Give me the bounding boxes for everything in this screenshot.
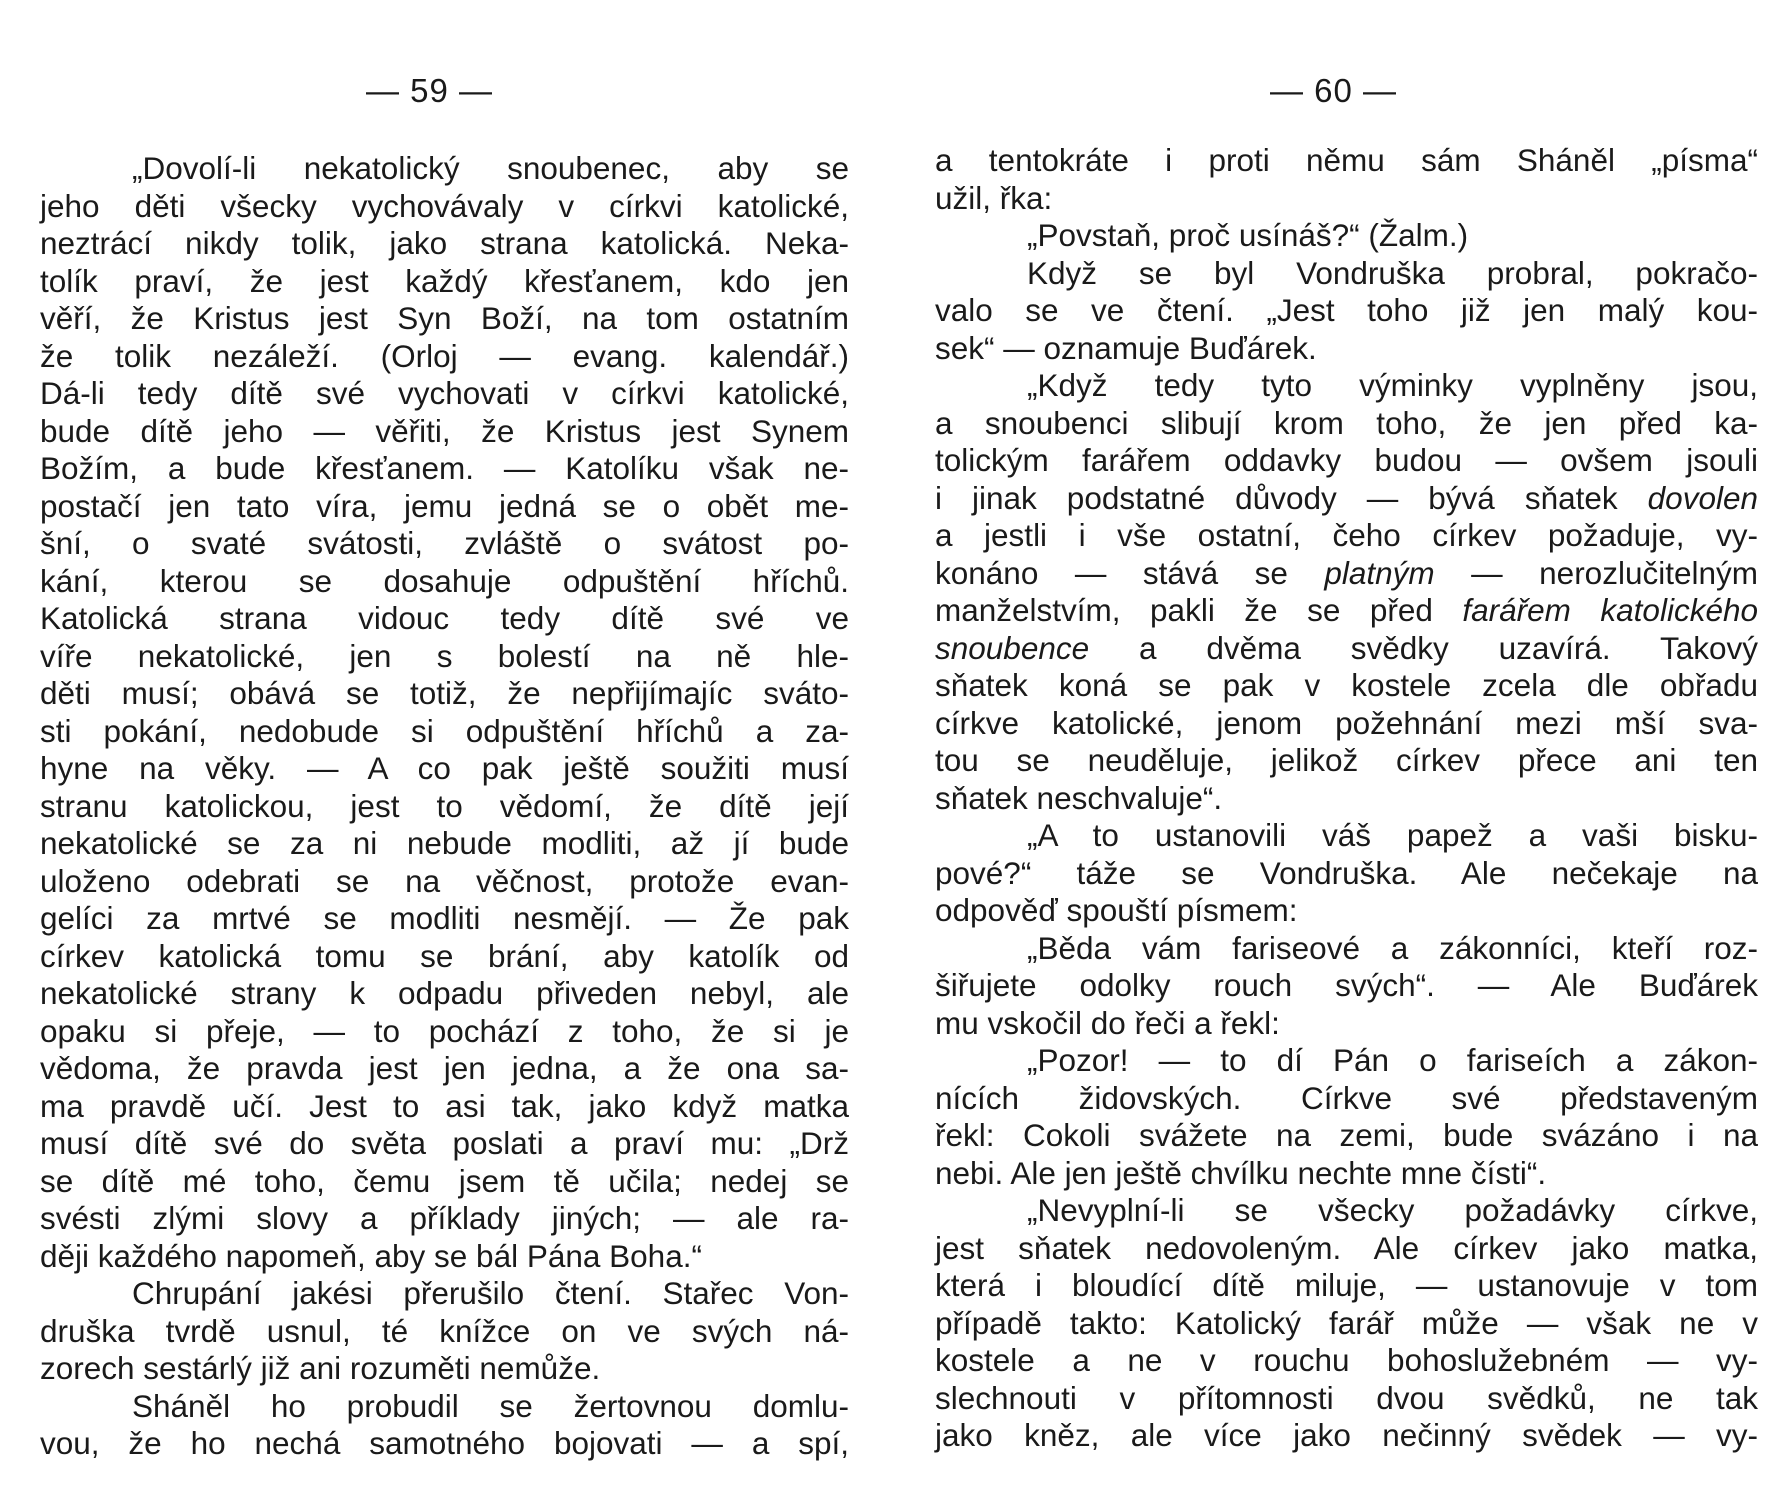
text-line: „Pozor! — to dí Pán o fariseích a zákon-	[1027, 1042, 1758, 1078]
italic-text-fragment: dovolen	[1647, 479, 1758, 516]
text-line: a snoubenci slibují krom toho, že jen před ka-	[935, 404, 1758, 441]
italic-text-fragment: snoubence	[935, 629, 1090, 666]
text-line: vědoma, že pravda jest jen jedna, a že ona sa-	[40, 1050, 849, 1086]
text-line: „Dovolí-li nekatolický snoubenec, aby se	[132, 150, 849, 186]
text-line: „Když tedy tyto výminky vyplněny jsou,	[1027, 367, 1758, 403]
page-number-right: — 60 —	[1269, 72, 1398, 109]
text-line	[935, 555, 1758, 593]
text-line: sti pokání, nedobude si odpuštění hříchů a za-	[40, 712, 849, 749]
text-line: svésti zlými slovy a příklady jiných; — ale ra-	[40, 1200, 849, 1236]
text-line: jako kněz, ale více jako nečinný svědek — vy-	[935, 1417, 1758, 1453]
text-line: církev katolická tomu se brání, aby katolík od	[40, 937, 849, 974]
text-line: šní, o svaté svátosti, zvláště o svátost po-	[40, 525, 849, 561]
text-line	[935, 592, 1758, 630]
text-line	[935, 480, 1758, 518]
text-line: Božím, a bude křesťanem. — Katolíku však ne-	[40, 450, 849, 486]
text-line: nekatolické strany k odpadu přiveden nebyl, ale	[40, 975, 849, 1011]
text-line: „Nevyplní-li se všecky požadávky církve,	[1027, 1192, 1758, 1228]
text-line: nekatolické se za ni nebude modliti, až jí bude	[40, 825, 849, 861]
text-line: Dá-li tedy dítě své vychovati v církvi katolické,	[40, 375, 849, 411]
text-line: gelíci za mrtvé se modliti nesmějí. — Že pak	[40, 900, 849, 936]
text-fragment: i jinak podstatné důvody — bývá sňatek	[935, 479, 1648, 516]
text-line: že tolik nezáleží. (Orloj — evang. kalendář.)	[40, 337, 849, 374]
text-line: věří, že Kristus jest Syn Boží, na tom ostatním	[40, 300, 849, 336]
text-line: bude dítě jeho — věřiti, že Kristus jest Synem	[40, 412, 849, 449]
text-line	[935, 630, 1758, 668]
left-page-text	[40, 150, 849, 1463]
text-line: druška tvrdě usnul, té knížce on ve svých ná-	[40, 1312, 849, 1349]
text-line: sňatek neschvaluje“.	[935, 779, 1223, 816]
text-fragment: manželstvím, pakli že se před	[935, 592, 1463, 628]
text-line: tou se neuděluje, jelikož církev přece ani ten	[935, 742, 1758, 778]
text-line: Katolická strana vidouc tedy dítě své ve	[40, 600, 849, 636]
text-line: opaku si přeje, — to pochází z toho, že si je	[40, 1012, 849, 1049]
right-page	[889, 0, 1778, 1500]
text-line: vou, že ho nechá samotného bojovati — a spí,	[40, 1425, 849, 1461]
text-line: případě takto: Katolický farář může — však ne v	[935, 1304, 1758, 1341]
text-line: sek“ — oznamuje Buďárek.	[935, 329, 1317, 366]
text-line: postačí jen tato víra, jemu jedná se o obět me-	[40, 487, 849, 524]
text-line: zorech sestárlý již ani rozuměti nemůže.	[40, 1350, 601, 1386]
text-line: musí dítě své do světa poslati a praví mu: „Drž	[40, 1125, 849, 1161]
text-line: uloženo odebrati se na věčnost, protože evan-	[40, 862, 849, 899]
text-line: jeho děti všecky vychovávaly v církvi katolické,	[40, 187, 849, 224]
text-fragment: a dvěma svědky uzavírá. Takový	[1089, 629, 1758, 666]
text-fragment: konáno — stává se	[935, 554, 1325, 591]
text-line: valo se ve čtení. „Jest toho již jen malý kou-	[935, 292, 1758, 328]
text-line: kání, kterou se dosahuje odpuštění hříchů.	[40, 562, 849, 599]
text-line: ději každého napomeň, aby se bál Pána Boha.“	[40, 1237, 702, 1274]
page-number-left: — 59 —	[365, 72, 494, 109]
text-line: nících židovských. Církve své představeným	[935, 1079, 1758, 1116]
text-line: tolickým farářem oddavky budou — ovšem jsouli	[935, 442, 1758, 478]
text-line: stranu katolickou, jest to vědomí, že dítě její	[40, 787, 849, 824]
text-line: nebi. Ale jen ještě chvílku nechte mne čísti“.	[935, 1154, 1547, 1191]
text-line: ma pravdě učí. Jest to asi tak, jako když matka	[40, 1087, 849, 1124]
text-line: církve katolické, jenom požehnání mezi mší sva-	[935, 704, 1758, 741]
italic-text-fragment: platným	[1324, 554, 1435, 591]
text-line: šiřujete odolky rouch svých“. — Ale Buďárek	[935, 967, 1758, 1003]
text-line: tolík praví, že jest každý křesťanem, kdo jen	[40, 262, 849, 299]
text-line: Když se byl Vondruška probral, pokračo-	[1027, 254, 1758, 291]
text-line: odpověď spouští písmem:	[935, 892, 1298, 928]
text-line: která i bloudící dítě miluje, — ustanovuje v tom	[935, 1267, 1758, 1303]
text-line: a jestli i vše ostatní, čeho církev požaduje, vy-	[935, 517, 1758, 553]
text-line: kostele a ne v rouchu bohoslužebném — vy-	[935, 1342, 1758, 1378]
italic-text-fragment: farářem katolického	[1462, 592, 1759, 628]
text-line: mu vskočil do řeči a řekl:	[935, 1004, 1280, 1041]
right-page-text	[935, 142, 1758, 1455]
text-line: neztrácí nikdy tolik, jako strana katolická. Neka-	[40, 225, 849, 261]
text-fragment: — nerozlučitelným	[1434, 554, 1758, 591]
text-line: „Běda vám fariseové a zákonníci, kteří roz-	[1027, 929, 1758, 966]
text-line: víře nekatolické, jen s bolestí na ně hle-	[40, 637, 849, 674]
text-line: Chrupání jakési přerušilo čtení. Stařec Von-	[132, 1275, 849, 1311]
text-line: se dítě mé toho, čemu jsem tě učila; nedej se	[40, 1162, 849, 1199]
text-line: a tentokráte i proti němu sám Sháněl „písma“	[935, 142, 1758, 178]
text-line: slechnouti v přítomnosti dvou svědků, ne tak	[935, 1379, 1758, 1416]
text-line: užil, řka:	[935, 179, 1053, 216]
text-line: jest sňatek nedovoleným. Ale církev jako matka,	[935, 1229, 1758, 1266]
text-line: „Povstaň, proč usínáš?“ (Žalm.)	[1027, 217, 1469, 253]
text-line: sňatek koná se pak v kostele zcela dle obřadu	[935, 667, 1758, 703]
text-line: řekl: Cokoli svážete na zemi, bude svázáno i na	[935, 1117, 1758, 1153]
text-line: děti musí; obává se totiž, že nepřijímajíc sváto-	[40, 675, 849, 711]
text-line: pové?“ táže se Vondruška. Ale nečekaje na	[935, 854, 1758, 891]
text-line: hyne na věky. — A co pak ještě soužiti musí	[40, 750, 849, 786]
text-line: Sháněl ho probudil se žertovnou domlu-	[132, 1387, 849, 1424]
text-line: „A to ustanovili váš papež a vaši bisku-	[1027, 817, 1758, 853]
